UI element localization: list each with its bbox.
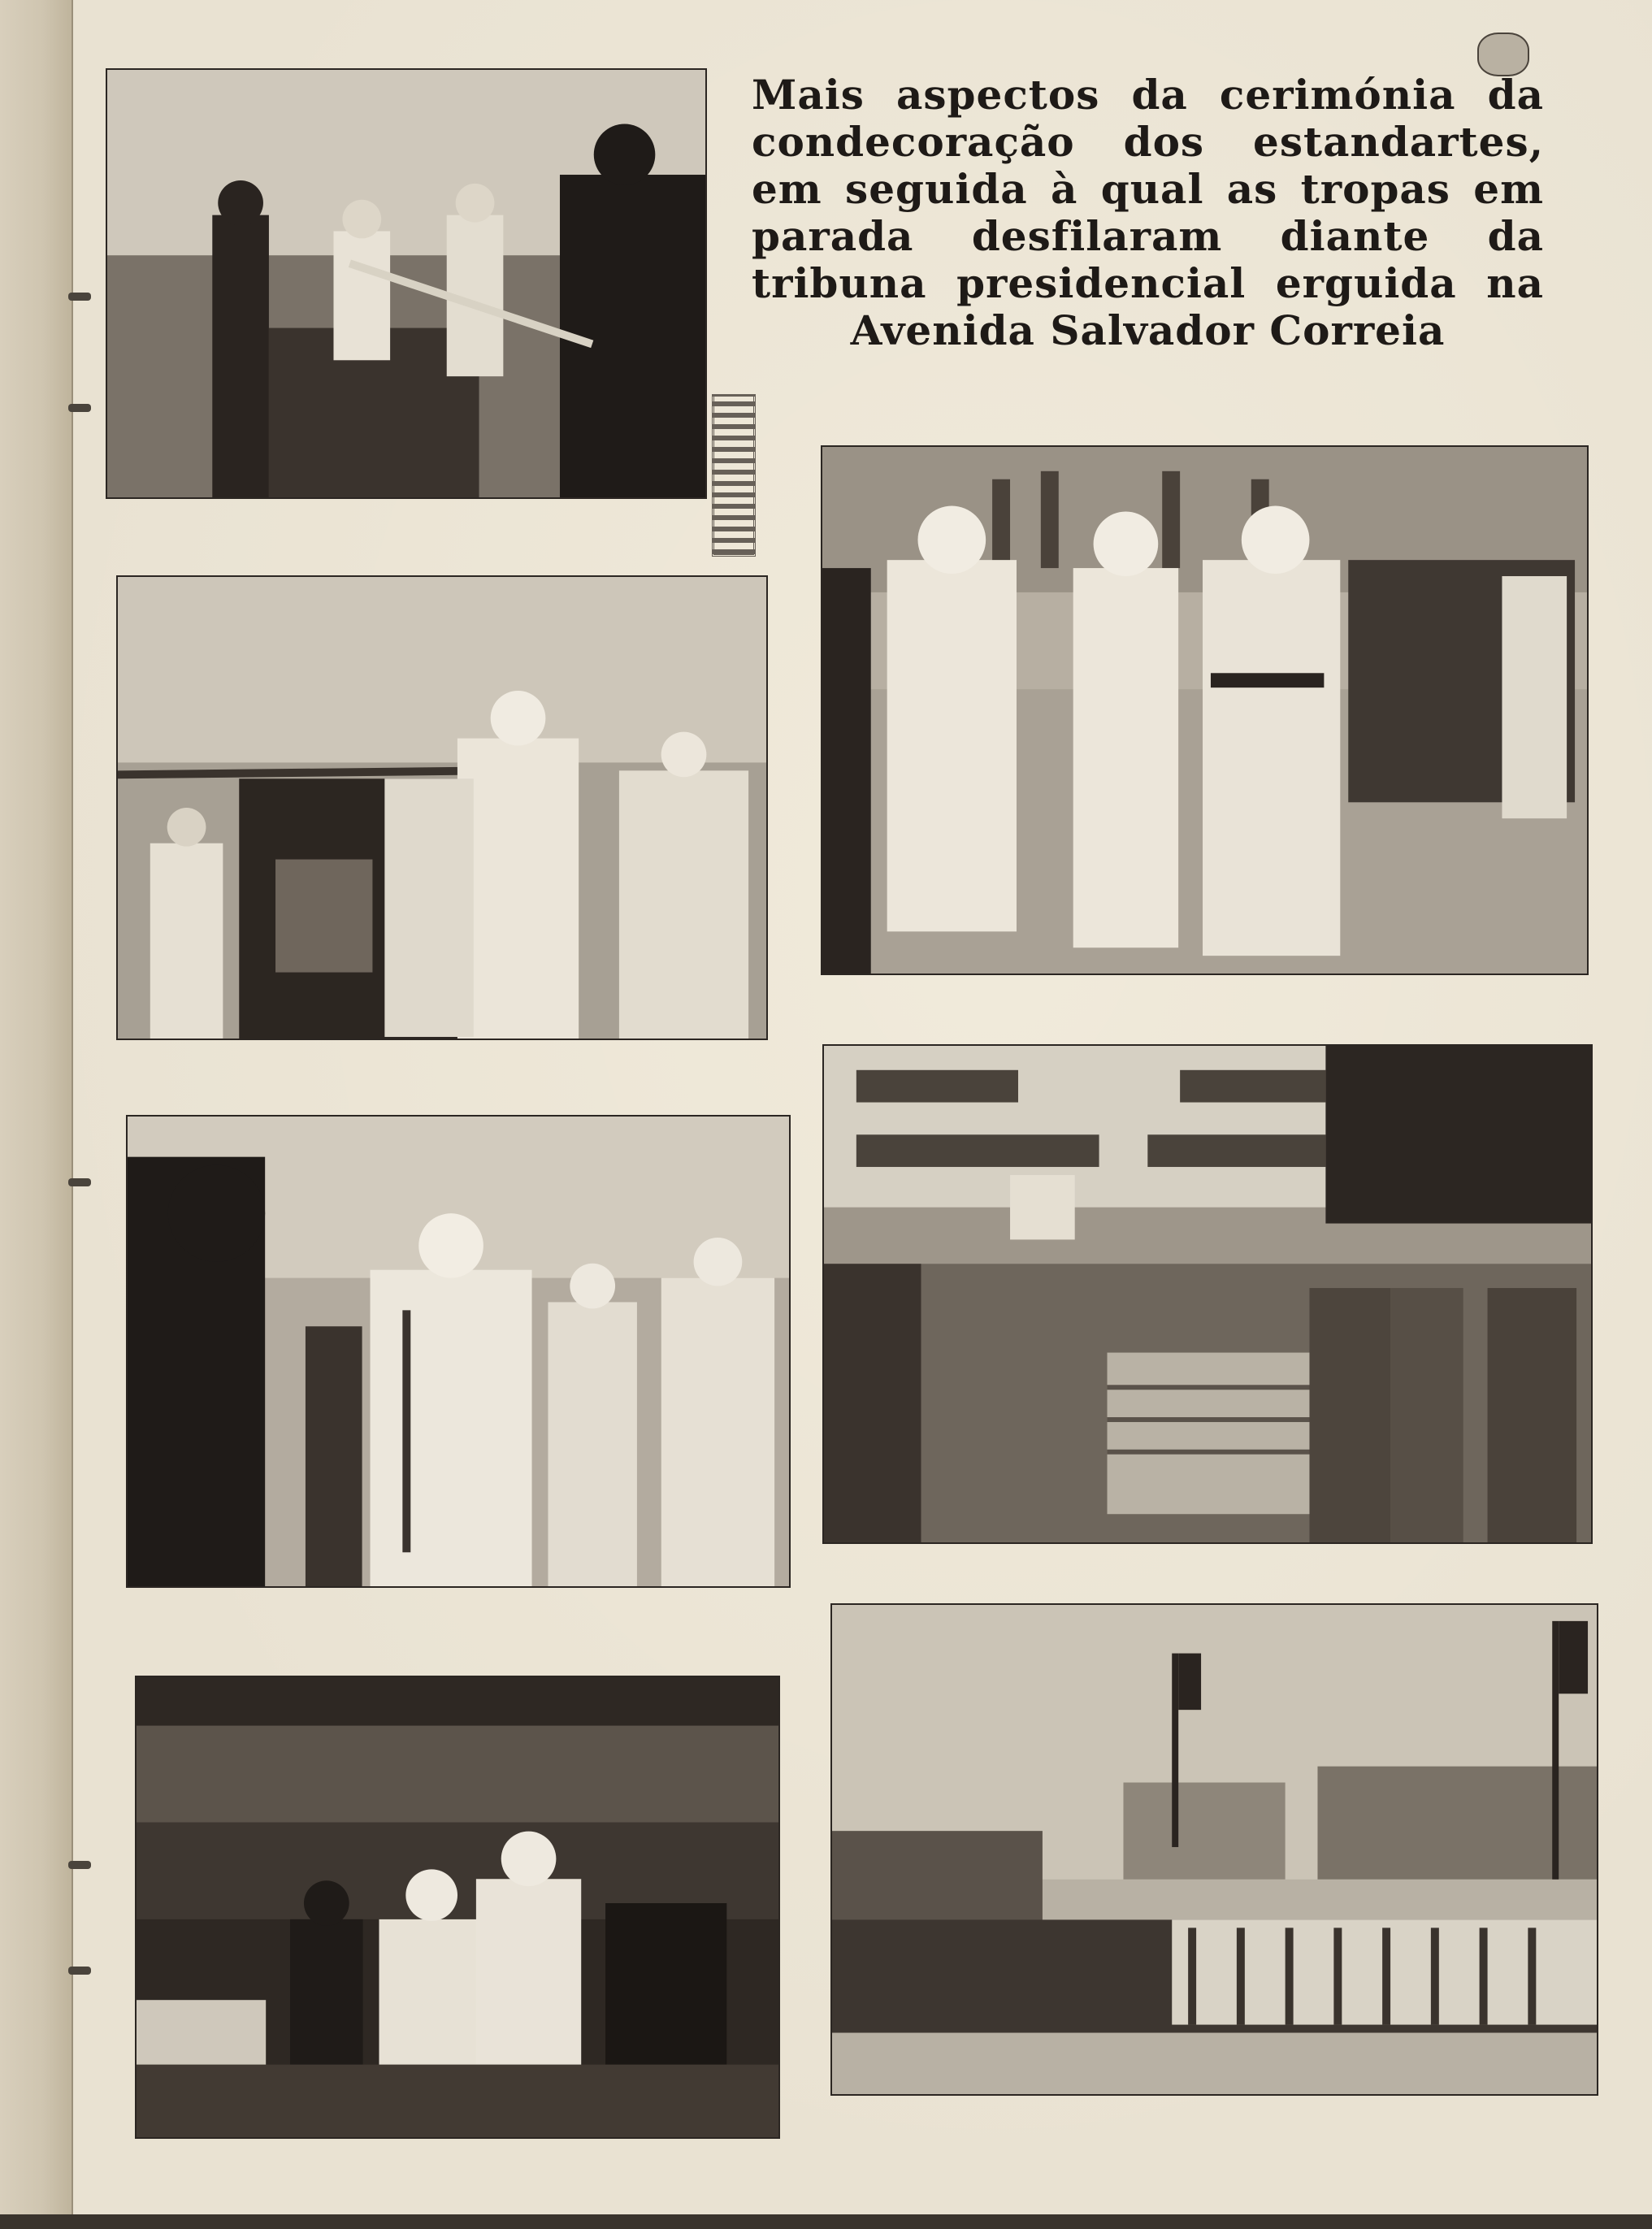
photo-standard-decoration	[106, 68, 707, 499]
staple-mark	[68, 1178, 91, 1186]
photo-tribune-overview	[830, 1603, 1598, 2096]
binding-gutter	[0, 0, 73, 2229]
photo-officers-white-uniforms	[821, 445, 1589, 975]
archive-stamp	[712, 394, 756, 557]
photo-troops-parading	[822, 1044, 1593, 1544]
article-headline: Mais aspectos da cerimónia da condecoração dos estandartes, em seguida à qual as tropas em parada desfilaram diante da tribuna presidencial erguida na Avenida Salvador Correia	[752, 71, 1544, 354]
photo-banner-decoration	[116, 575, 768, 1040]
staple-mark	[68, 293, 91, 301]
photo-dignitaries-saluting	[135, 1676, 780, 2139]
photo-officer-walking	[126, 1115, 791, 1588]
staple-mark	[68, 404, 91, 412]
library-stamp	[1477, 33, 1529, 76]
staple-mark	[68, 1861, 91, 1869]
page-bottom-edge	[0, 2214, 1652, 2229]
staple-mark	[68, 1967, 91, 1975]
